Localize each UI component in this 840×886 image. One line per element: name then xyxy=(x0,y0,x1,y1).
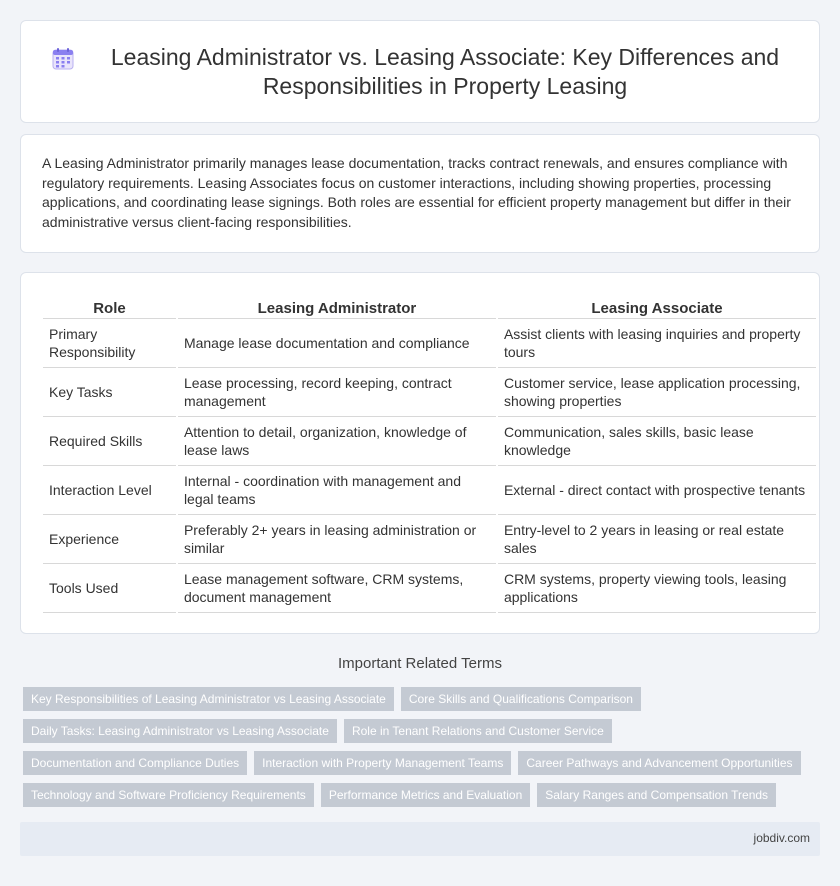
table-header-row xyxy=(43,295,816,319)
table-cell-role: Key Tasks xyxy=(43,368,176,417)
related-term-tag[interactable]: Interaction with Property Management Teams xyxy=(254,751,511,775)
table-cell-administrator: Lease management software, CRM systems, document management xyxy=(178,564,496,613)
column-header-role: Role xyxy=(43,295,176,319)
table-row xyxy=(43,319,816,368)
table-cell-associate: Entry-level to 2 years in leasing or real estate sales xyxy=(498,515,816,564)
table-cell-role: Experience xyxy=(43,515,176,564)
table-cell-administrator: Manage lease documentation and compliance xyxy=(178,319,496,368)
column-header-associate: Leasing Associate xyxy=(498,295,816,319)
column-header-administrator: Leasing Administrator xyxy=(178,295,496,319)
comparison-card xyxy=(20,272,820,634)
related-term-tag[interactable]: Career Pathways and Advancement Opportunities xyxy=(518,751,800,775)
table-row xyxy=(43,564,816,613)
related-term-tag[interactable]: Documentation and Compliance Duties xyxy=(23,751,247,775)
table-cell-administrator: Internal - coordination with management and legal teams xyxy=(178,466,496,515)
related-term-tag[interactable]: Core Skills and Qualifications Comparison xyxy=(401,687,641,711)
table-row xyxy=(43,368,816,417)
related-terms-list xyxy=(23,687,813,807)
table-cell-role: Primary Responsibility xyxy=(43,319,176,368)
related-terms-title: Important Related Terms xyxy=(338,655,502,672)
table-row xyxy=(43,466,816,515)
calendar-icon xyxy=(51,47,75,71)
related-term-tag[interactable]: Performance Metrics and Evaluation xyxy=(321,783,530,807)
table-cell-role: Required Skills xyxy=(43,417,176,466)
related-term-tag[interactable]: Technology and Software Proficiency Requirements xyxy=(23,783,314,807)
table-cell-associate: Assist clients with leasing inquiries and property tours xyxy=(498,319,816,368)
related-term-tag[interactable]: Salary Ranges and Compensation Trends xyxy=(537,783,776,807)
related-term-tag[interactable]: Key Responsibilities of Leasing Administrator vs Leasing Associate xyxy=(23,687,394,711)
intro-card xyxy=(20,134,820,253)
table-cell-administrator: Preferably 2+ years in leasing administration or similar xyxy=(178,515,496,564)
footer xyxy=(20,822,820,856)
related-term-tag[interactable]: Daily Tasks: Leasing Administrator vs Leasing Associate xyxy=(23,719,337,743)
site-link[interactable]: jobdiv.com xyxy=(753,831,810,845)
table-row xyxy=(43,515,816,564)
table-cell-associate: Customer service, lease application processing, showing properties xyxy=(498,368,816,417)
table-cell-associate: External - direct contact with prospective tenants xyxy=(498,466,816,515)
table-cell-role: Tools Used xyxy=(43,564,176,613)
table-cell-administrator: Attention to detail, organization, knowledge of lease laws xyxy=(178,417,496,466)
page-title: Leasing Administrator vs. Leasing Associate: Key Differences and Responsibilities in Property Leasing xyxy=(110,44,780,99)
table-row xyxy=(43,417,816,466)
table-cell-role: Interaction Level xyxy=(43,466,176,515)
table-cell-administrator: Lease processing, record keeping, contract management xyxy=(178,368,496,417)
table-cell-associate: Communication, sales skills, basic lease knowledge xyxy=(498,417,816,466)
comparison-table xyxy=(41,295,818,613)
related-term-tag[interactable]: Role in Tenant Relations and Customer Service xyxy=(344,719,612,743)
header-card xyxy=(20,20,820,123)
table-cell-associate: CRM systems, property viewing tools, leasing applications xyxy=(498,564,816,613)
intro-paragraph: A Leasing Administrator primarily manages lease documentation, tracks contract renewals, and ensures compliance with regulatory requirements. Leasing Associates focus on customer interactions, including showing properties, processing applications, and coordinating lease signings. Both roles are essential for efficient property management but differ in their administrative versus client-facing responsibilities. xyxy=(42,155,791,230)
